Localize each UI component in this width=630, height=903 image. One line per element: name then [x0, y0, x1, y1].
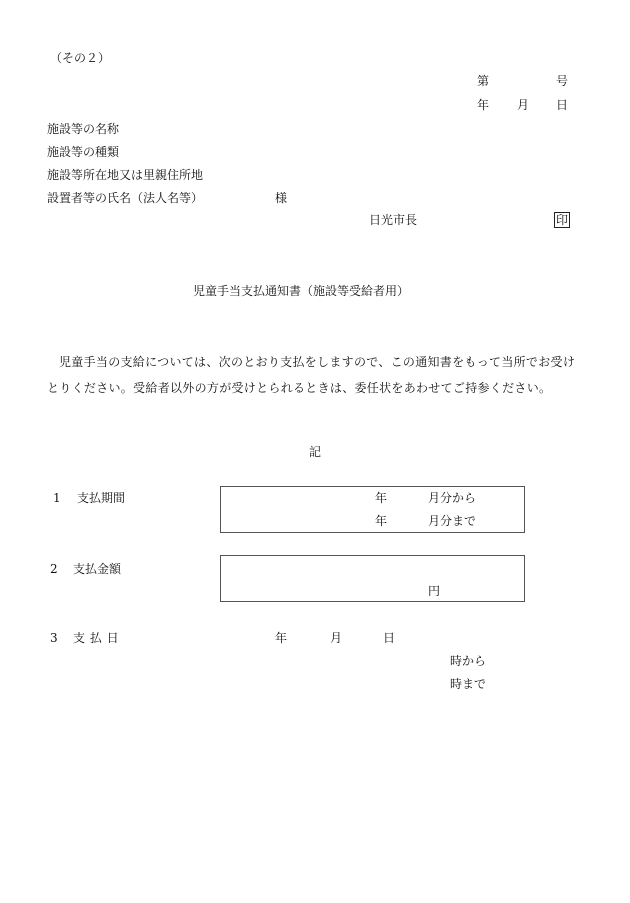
issue-date-month: 月 — [517, 98, 530, 112]
payment-date-year: 年 — [275, 631, 288, 645]
document-number-suffix: 号 — [556, 74, 569, 88]
period-until-year: 年 — [375, 514, 388, 528]
payment-amount-box — [220, 555, 525, 602]
item-number-2: 2 — [50, 562, 58, 576]
facility-address-label: 施設等所在地又は里親住所地 — [47, 168, 204, 182]
document-number-prefix: 第 — [477, 74, 490, 88]
form-number: （その２） — [50, 51, 111, 65]
honorific-sama: 様 — [275, 191, 288, 205]
ki-heading: 記 — [309, 445, 322, 459]
period-until-suffix: 月分まで — [428, 514, 477, 528]
period-from-year: 年 — [375, 491, 388, 505]
facility-type-label: 施設等の種類 — [47, 145, 120, 159]
issuer-mayor: 日光市長 — [369, 213, 418, 227]
item-number-1: 1 — [53, 491, 61, 505]
issue-date-day: 日 — [556, 98, 569, 112]
founder-name-label: 設置者等の氏名（法人名等） — [47, 191, 204, 205]
payment-date-day: 日 — [383, 631, 396, 645]
seal-mark: 印 — [556, 213, 569, 227]
payment-time-until: 時まで — [450, 677, 487, 691]
document-title: 児童手当支払通知書（施設等受給者用） — [193, 284, 410, 298]
payment-time-from: 時から — [450, 654, 487, 668]
facility-name-label: 施設等の名称 — [47, 122, 120, 136]
payment-date-month: 月 — [330, 631, 343, 645]
issue-date-year: 年 — [477, 98, 490, 112]
amount-yen-unit: 円 — [428, 584, 441, 598]
payment-amount-label: 支払金額 — [73, 562, 122, 576]
payment-period-label: 支払期間 — [77, 491, 126, 505]
body-paragraph: 児童手当の支給については、次のとおり支払をしますので、この通知書をもって当所でお受けとりください。受給者以外の方が受けとられるときは、委任状をあわせてご持参ください。 — [47, 355, 576, 395]
payment-date-label: 支 払 日 — [73, 631, 120, 645]
item-number-3: 3 — [50, 631, 58, 645]
payment-period-box — [220, 486, 525, 533]
period-from-suffix: 月分から — [428, 491, 477, 505]
